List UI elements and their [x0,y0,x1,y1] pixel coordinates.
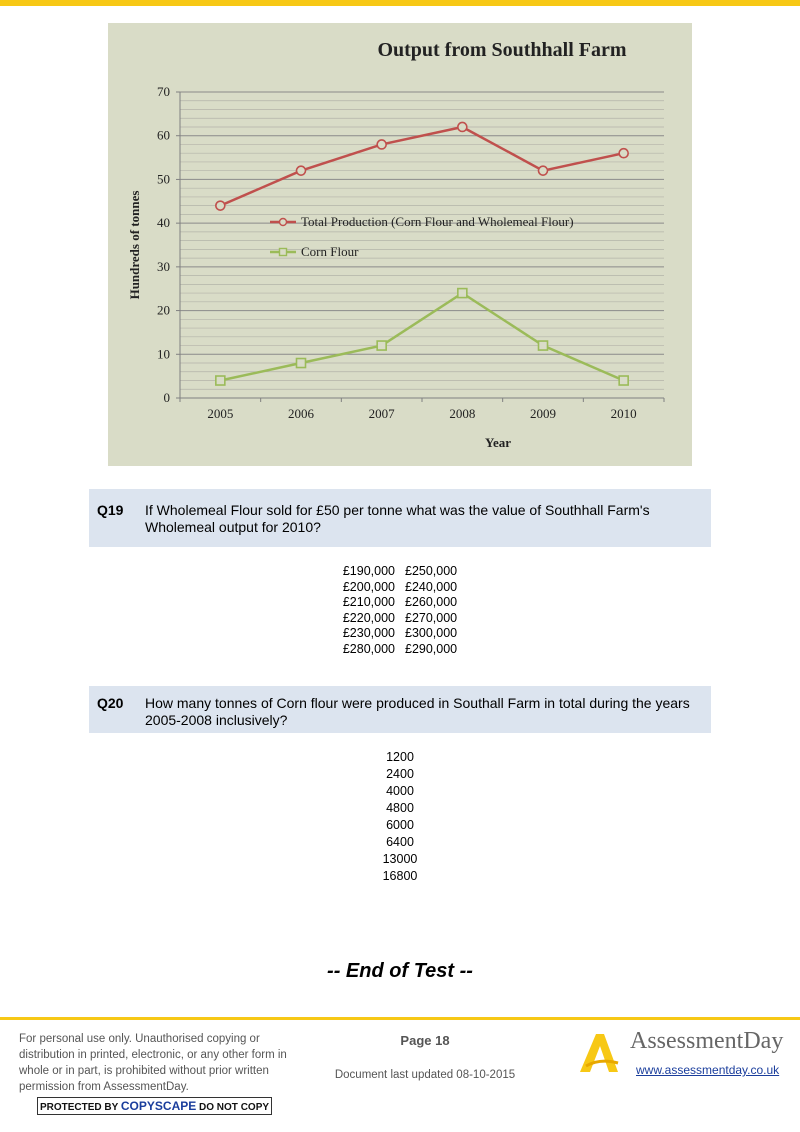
legend-label: Corn Flour [301,244,359,259]
copyscape-pre: PROTECTED BY [39,1102,119,1113]
x-tick-label: 2006 [288,406,314,421]
data-point [619,376,628,385]
chart-title: Output from Southhall Farm [377,39,627,61]
answer-option: £250,000 [405,564,458,578]
answer-option: 2400 [386,767,414,781]
answer-option: £240,000 [405,579,458,594]
answer-option: 1200 [386,750,414,764]
question-text: How many tonnes of Corn flour were produced in Southall Farm in total during the years 2005-2008 inclusively? [145,695,690,728]
x-tick-label: 2007 [368,406,395,421]
question-number: Q19 [97,502,124,518]
answer-row [0,564,800,580]
answer-option: 16800 [382,869,418,883]
legend-label: Total Production (Corn Flour and Wholemeal Flour) [301,214,574,229]
x-tick-label: 2010 [610,406,637,421]
question-20 [89,686,711,733]
answer-option: £200,000 [342,579,395,594]
y-tick-label: 60 [157,127,170,143]
question-text: If Wholemeal Flour sold for £50 per tonne what was the value of Southhall Farm's Wholemeal output for 2010? [145,502,650,535]
answer-option: 6400 [386,835,414,849]
series-line-1 [220,127,623,206]
answer-option: £210,000 [342,595,395,609]
y-tick-label: 70 [157,84,170,99]
y-tick-label: 50 [157,171,170,187]
top-accent-bar [0,0,800,6]
brand-name: AssessmentDay [630,1028,784,1054]
chart-svg [108,23,692,466]
data-point [458,289,467,298]
answer-row [0,626,800,642]
data-point [297,359,306,368]
end-of-test-text: -- End of Test -- [327,960,473,982]
output-chart [108,23,692,466]
y-tick-label: 10 [157,346,170,362]
y-tick-label: 20 [157,302,170,318]
question-19 [89,489,711,547]
legend-marker [280,249,287,256]
answer-option: 4000 [386,784,414,798]
data-point [377,140,386,149]
data-point [458,122,467,131]
data-point [539,166,548,175]
data-point [539,341,548,350]
y-tick-label: 40 [157,215,170,231]
data-point [297,166,306,175]
data-point [216,201,225,210]
data-point [216,376,225,385]
x-tick-label: 2008 [449,406,476,421]
answer-option: 6000 [386,818,414,832]
answer-option: £190,000 [342,564,395,578]
answer-option: £270,000 [405,610,458,625]
answer-option: £220,000 [342,610,395,625]
answer-option: £230,000 [342,626,395,640]
answer-option: 13000 [382,852,418,866]
answer-row [0,611,800,627]
page-number: Page 18 [400,1033,450,1048]
footer-accent-bar [0,1017,800,1020]
y-axis-label: Hundreds of tonnes [127,190,142,300]
y-tick-label: 30 [157,258,170,274]
data-point [619,149,628,158]
copyscape-badge[interactable] [37,1097,272,1115]
answer-row [0,642,800,658]
y-tick-label: 0 [163,390,170,405]
copyright-disclaimer: For personal use only. Unauthorised copying or distribution in printed, electronic, or any other form in whole or in part, is prohibited without prior written permission from AssessmentDay. [19,1033,287,1093]
question-number: Q20 [97,695,124,711]
x-tick-label: 2009 [530,406,556,421]
answer-row [0,580,800,596]
last-updated: Document last updated 08-10-2015 [334,1069,516,1081]
answer-option: 4800 [386,801,414,815]
x-axis-label: Year [485,435,511,450]
brand-url-link[interactable]: www.assessmentday.co.uk [636,1063,780,1077]
assessmentday-logo-icon [578,1030,620,1074]
x-tick-label: 2005 [207,406,234,421]
copyscape-post: DO NOT COPY [199,1102,270,1113]
legend-marker [280,219,287,226]
answer-option: £290,000 [405,641,458,656]
answer-option: £300,000 [405,626,458,640]
answer-option: £260,000 [405,595,458,609]
data-point [377,341,386,350]
answer-options-q20 [0,749,800,885]
copyscape-brand: COPYSCAPE [120,1099,197,1113]
answer-option: £280,000 [342,641,395,656]
answer-options-q19 [0,564,800,657]
answer-row [0,595,800,611]
